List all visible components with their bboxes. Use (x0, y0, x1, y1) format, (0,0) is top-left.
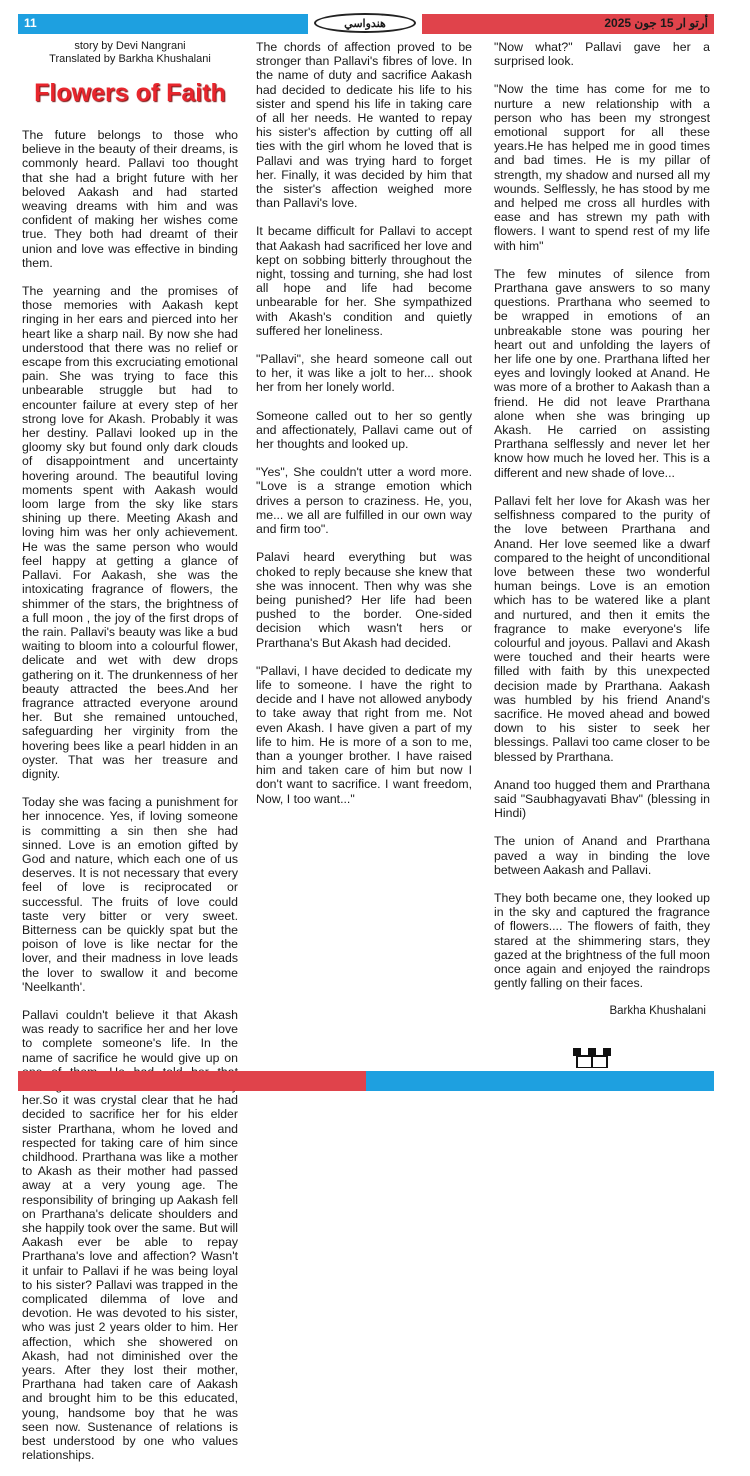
paragraph: "Now what?" Pallavi gave her a surprised look. (494, 40, 710, 69)
paragraph: Today she was facing a punishment for her innocence. Yes, if loving someone is committing a sin then she had sinned. Love is an emotion gifted by God and nature, which each one of us deserves. It is not necessary that every feel of love is reciprocated or successful. The fruits of love could taste very bitter or very sweet. Bitterness can be quickly spat but the poison of love is like nectar for the lover, and their madness in love leads the lover to swallow it and become 'Neelkanth'. (22, 795, 238, 994)
byline: story by Devi Nangrani (74, 40, 186, 52)
page-footer (18, 1071, 714, 1091)
footer-bar-blue (366, 1071, 714, 1091)
paragraph: They both became one, they looked up in the sky and captured the fragrance of flowers.... The flowers of faith, they stared at the shimmering stars, they gazed at the brightness of the full moon once again and enjoyed the raindrops gently falling on their faces. (494, 890, 710, 991)
header-bar-red (422, 14, 714, 34)
paragraph: "Yes", She couldn't utter a word more. "Love is a strange emotion which drives a person to craziness. He, you, me... we all are fulfilled in our own way and firm too". (256, 465, 472, 537)
article-title: Flowers of Faith (34, 79, 226, 107)
paragraph: The future belongs to those who believe in the beauty of their dreams, is commonly heard. Pallavi too thought that she had a bright future with her beloved Aakash and had started weaving dreams with him and was confident of making her wishes come true. They both had dreamt of their union and love was effective in binding them. (22, 128, 238, 270)
paragraph: "Now the time has come for me to nurture a new relationship with a person who has been my strongest emotional support for all these years.He has helped me in good times and bad times. He is my pillar of strength, my shadow and nursed all my wounds. Selflessly, he has stood by me and helped me cross all hurdles with ease and has strewn my path with flowers. I want to spend rest of my life with him" (494, 82, 710, 253)
column-2 (256, 40, 472, 820)
paragraph: Someone called out to her so gently and affectionately, Pallavi came out of her thoughts and looked up. (256, 408, 472, 452)
newspaper-logo: هندواسي (314, 13, 416, 33)
issue-date: أرتو ار 15 جون 2025 (604, 16, 708, 30)
author-signoff: Barkha Khushalani (609, 1005, 706, 1018)
column-3 (494, 40, 710, 1019)
paragraph: Pallavi couldn't believe it that Akash was ready to sacrifice her and her love to complete someone's life. In the name of sacrifice he would give up on her.So it was crystal clear that he had decided to sacrifice her for his elder sister Prarthana, whom he loved and respected for taking care of him since childhood. Prarthana was like a mother to Akash as their mother had passed away at a very young age. The responsibility of bringing up Aakash fell on Prarthana's delicate shoulders and she happily took over the same. But will Aakash ever be able to repay Prarthana's love and affection? Wasn't it unfair to Pallavi if he was being loyal to his sister? Pallavi was trapped in the complicated dilemma of love and devotion. He was devoted to his sister, who was just 2 years older to him. Her affection, which she showered on Akash, had not diminished over the years. After they lost their mother, Prarthana had taken care of Aakash and brought him to be this educated, young, handsome boy that he was seen now. Sustenance of relations is best understood by one who values relationships. (22, 1007, 238, 1463)
paragraph: "Pallavi, I have decided to dedicate my life to someone. I have the right to decide and I have not allowed anybody to take away that right from me. Not even Akash. I have given a part of my life to him. He is more of a son to me, than a younger brother. I have raised him and taken care of him but now I don't want to sacrifice. I want freedom, Now, I too want..." (256, 663, 472, 806)
page-number: 11 (24, 16, 37, 30)
paragraph: Pallavi felt her love for Akash was her selfishness compared to the purity of the love between Prarthana and Anand. Her love seemed like a dwarf compared to the height of unconditional love between these two wonderful human beings. Love is an emotion which has to be watered like a plant and nurtured, and then it emits the fragrance to make everyone's life colourful and joyous. Pallavi and Akash were touched and their hearts were filled with faith by this unexpected decision made by Prarthana. Aakash was humbled by his friend Anand's sacrifice. He moved ahead and bowed down to his sister to seek her blessings. Pallavi too came closer to be blessed by Prarthana. (494, 493, 710, 764)
page-header (18, 14, 714, 34)
paragraph: The chords of affection proved to be stronger than Pallavi's fibres of love. In the name of duty and sacrifice Aakash had decided to dedicate his life to his sister and spend his life in taking care of all her needs. He wanted to repay his sister's affection by cutting off all ties with the girl whom he loved that is Pallavi and was trying hard to forget her. Finally, it was decided by him that the sister's affection weighed more than Pallavi's love. (256, 40, 472, 211)
paragraph: It became difficult for Pallavi to accept that Aakash had sacrificed her love and kept on sobbing bitterly throughout the night, tossing and turning, she had lost all hope and life had become unbearable for her. She sympathized with Akash's condition and quietly suffered her loneliness. (256, 224, 472, 338)
paragraph: The union of Anand and Prarthana paved a way in binding the love between Aakash and Pallavi. (494, 834, 710, 877)
header-bar-blue (18, 14, 308, 34)
footer-bar-red (18, 1071, 366, 1091)
paragraph: "Pallavi", she heard someone call out to her, it was like a jolt to her... shook her from her lonely world. (256, 352, 472, 395)
paragraph: Anand too hugged them and Prarthana said "Saubhagyavati Bhav" (blessing in Hindi) (494, 777, 710, 821)
translator-credit: Translated by Barkha Khushalani (49, 53, 211, 65)
paragraph: Palavi heard everything but was choked to reply because she knew that she was innocent. Then why was she being punished? Her life had been pushed to the border. One-sided decision which wasn't hers or Prarthana's But Akash had decided. (256, 550, 472, 650)
paragraph: The yearning and the promises of those memories with Aakash kept ringing in her ears and pierced into her heart like a sharp nail. By now she had understood that there was no relief or escape from this excruciating emotional pain. She was trying to face this unbearable struggle but had to encounter failure at every step of her strong love for Akash. Probably it was her destiny. Pallavi looked up in the gloomy sky but found only dark clouds of disappointment and uncertainty hovering around. The beautiful loving moments spent with Aakash would loom large from the sky like stars shining up there. Meeting Akash and loving him was her only achievement. He was the same person who would feel happy at getting a glance of Pallavi. For Aakash, she was the intoxicating fragrance of flowers, the shimmer of the stars, the brightness of a full moon , the joy of the first drops of the rain. Pallavi's beauty was like a bud waiting to bloom into a colourful flower, delicate and wet with dew drops gathering on it. The drunkenness of her beauty attracted the bees.And her fragrance attracted everyone around her. But she remained untouched, safeguarding her virginity from the hovering bees like a pearl hidden in an oyster. That was her treasure and dignity. (22, 284, 238, 781)
end-ornament-icon (573, 1048, 611, 1068)
paragraph: The few minutes of silence from Prarthana gave answers to so many questions. Prarthana who seemed to be wrapped in emotions of an unbreakable stone was pouring her heart out and unfolding the layers of her life one by one. Prarthana lifted her eyes and lovingly looked at Anand. He was more of a brother to Aakash than a friend. He did not leave Prarthana alone when she was bringing up Akash. He carried on assisting Prarthana selflessly and never let her know how much he loved her. This is a different and new shade of love... (494, 266, 710, 480)
column-1 (22, 40, 238, 1476)
